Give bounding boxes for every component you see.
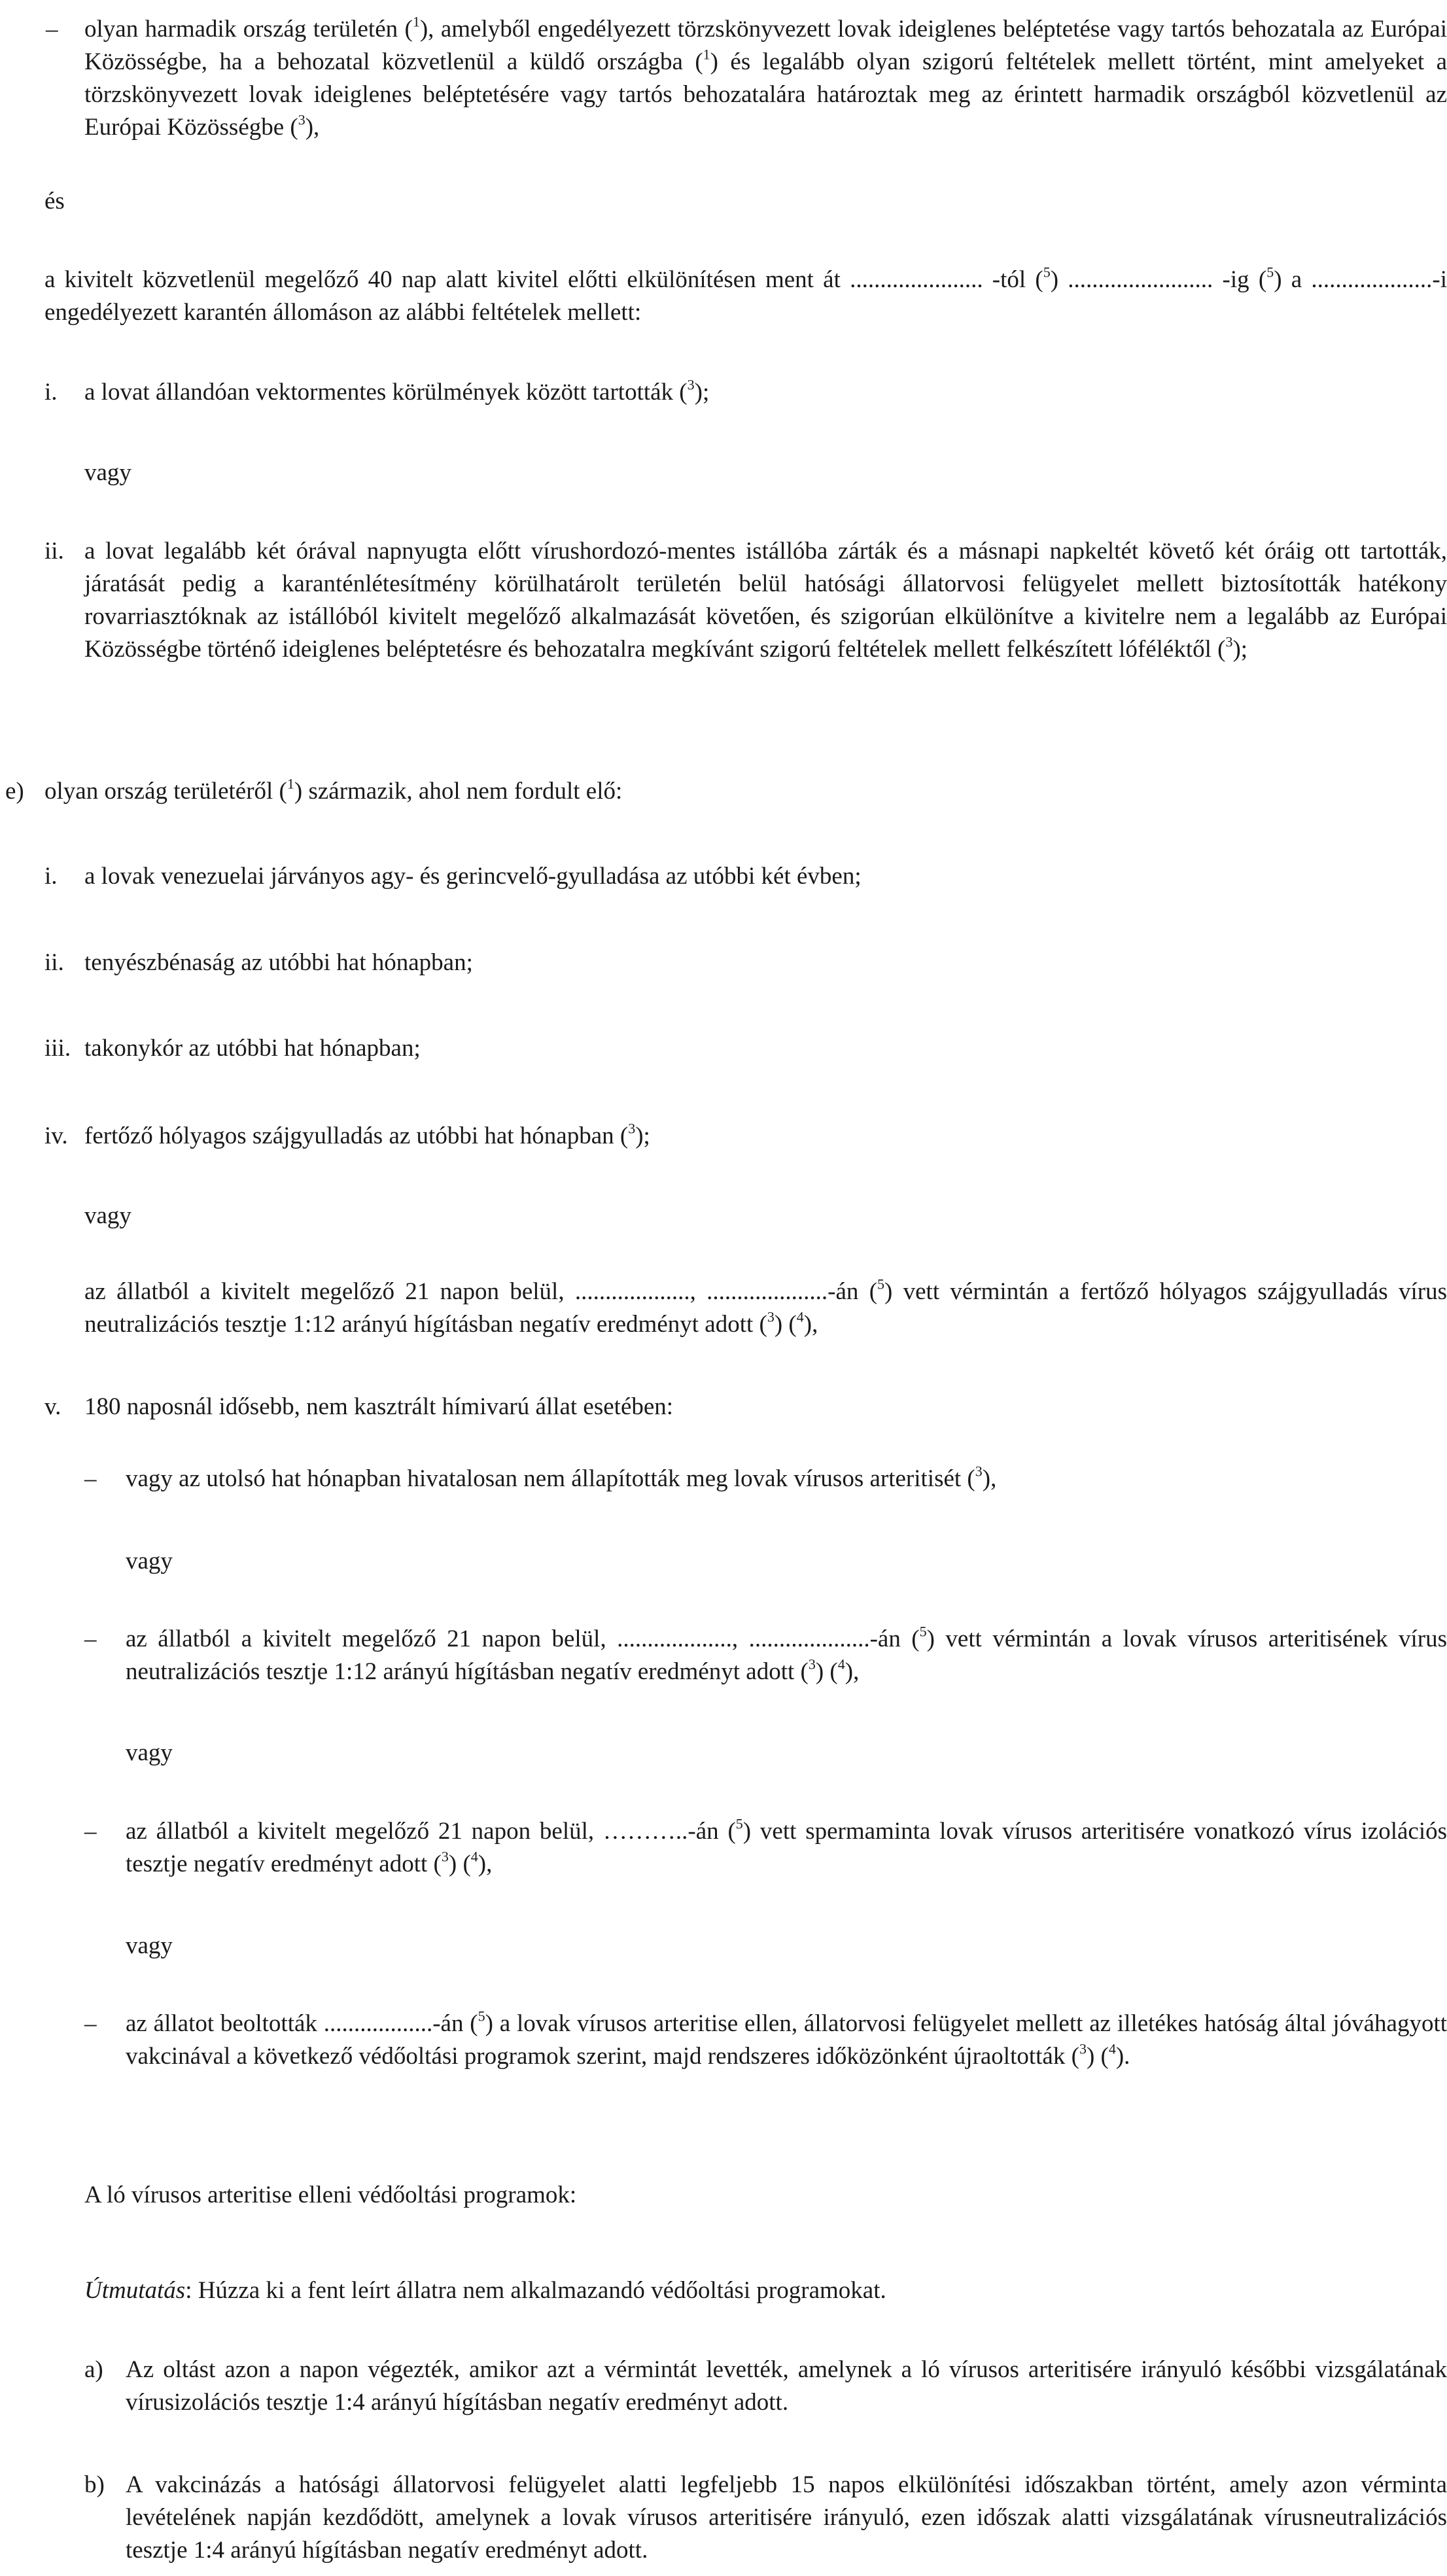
list-marker: ii. xyxy=(44,538,64,565)
vagy-separator: vagy xyxy=(126,1932,173,1959)
list-marker: a) xyxy=(84,2356,103,2383)
list-marker: iv. xyxy=(44,1123,68,1149)
vagy-separator: vagy xyxy=(126,1739,173,1766)
list-marker: iii. xyxy=(44,1035,71,1062)
list-marker: v. xyxy=(44,1393,61,1420)
list-marker: e) xyxy=(5,778,24,805)
dash-marker: – xyxy=(84,1626,97,1652)
dash-marker: – xyxy=(46,16,58,43)
arteritis-condition-3: az állatból a kivitelt megelőző 21 napon belül, ………..-án ($^5$) vett spermaminta lovak vírusos arteritisére vonatkozó vírus izolációs tesztje negatív eredményt adott ($^3$) ($^4$), xyxy=(126,1815,1447,1877)
vagy-separator: vagy xyxy=(84,459,131,486)
quarantine-paragraph: a kivitelt közvetlenül megelőző 40 nap alatt kivitel előtti elkülönítésen ment át ...................... -tól ($^5$) ........................ -ig ($^5$) a ....................-i engedélyezett karantén állomáson az alábbi feltételek mellett: xyxy=(44,264,1447,326)
vagy-separator: vagy xyxy=(126,1548,173,1575)
disease-item-iii: takonykór az utóbbi hat hónapban; xyxy=(84,1035,421,1062)
list-marker: i. xyxy=(44,863,58,890)
quarantine-condition-ii: a lovat legalább két órával napnyugta előtt vírushordozó-mentes istállóba zárták és a másnapi napkeltét követő két óráig ott tartották, járatását pedig a karanténlétesítmény körülhatárolt területén belül hatósági állatorvosi felügyelet mellett biztosították hatékony rovarriasztóknak az istállóból kivitelt megelőző alkalmazását követően, és szigorúan elkülönítve a kivitelre nem a legalább az Európai Közösségbe történő ideiglenes beléptetésre és behozatalra megkívánt szigorú feltételek mellett felkészített lóféléktől ($^3$); xyxy=(84,538,1447,663)
quarantine-condition-i: a lovat állandóan vektormentes körülmények között tartották ($^3$); xyxy=(84,376,710,406)
dash-marker: – xyxy=(84,1465,97,1492)
vaccination-programs-title: A ló vírusos arteritise elleni védőoltási programok: xyxy=(84,2182,577,2208)
vaccination-program-b: A vakcinázás a hatósági állatorvosi felügyelet alatti legfeljebb 15 napos elkülönítési időszakban történt, amely azon vérminta levételének napján kezdődött, amelynek a lovak vírusos arteritisére irányuló, ezen időszak alatti vizsgálatának vírusneutralizációs tesztje 1:4 arányú hígításban negatív eredményt adott. xyxy=(126,2471,1447,2564)
dash-item-text: olyan harmadik ország területén ($^1$), amelyből engedélyezett törzskönyvezett lovak ideiglenes beléptetése vagy tartós behozatala az Európai Közösségbe, ha a behozatal közvetlenül a küldő országba ($^1$) és legalább olyan szigorú feltételek mellett történt, mint amelyeket a törzskönyvezett lovak ideiglenes beléptetésére vagy tartós behozatalára határoztak meg az érintett harmadik országból közvetlenül az Európai Közösségbe ($^3$), xyxy=(84,13,1447,141)
dash-marker: – xyxy=(84,1818,97,1845)
vaccination-program-a: Az oltást azon a napon végezték, amikor azt a vérmintát levették, amelynek a ló vírusos arteritisére irányuló későbbi vizsgálatának vírusizolációs tesztje 1:4 arányú hígításban negatív eredményt adott. xyxy=(126,2356,1447,2416)
arteritis-condition-4: az állatot beoltották ..................-án ($^5$) a lovak vírusos arteritise ellen, állatorvosi felügyelet mellett az illetékes hatóság által jóváhagyott vakcinával a következő védőoltási programok szerint, majd rendszeres időközönként újraoltották ($^3$) ($^4$). xyxy=(126,2008,1447,2070)
disease-item-iv-alternative: az állatból a kivitelt megelőző 21 napon belül, ..................., ....................-án ($^5$) vett vérmintán a fertőző hólyagos szájgyulladás vírus neutralizációs tesztje 1:12 arányú hígításban negatív eredményt adott ($^3$) ($^4$), xyxy=(84,1276,1447,1338)
arteritis-condition-2: az állatból a kivitelt megelőző 21 napon belül, ..................., ....................-án ($^5$) vett vérmintán a lovak vírusos arteritisének vírus neutralizációs tesztje 1:12 arányú hígításban negatív eredményt adott ($^3$) ($^4$), xyxy=(126,1623,1447,1685)
list-marker: i. xyxy=(44,379,58,406)
disease-item-i: a lovak venezuelai járványos agy- és gerincvelő-gyulladása az utóbbi két évben; xyxy=(84,863,862,890)
dash-marker: – xyxy=(84,2010,97,2037)
disease-item-v: 180 naposnál idősebb, nem kasztrált hímivarú állat esetében: xyxy=(84,1393,674,1420)
disease-item-ii: tenyészbénaság az utóbbi hat hónapban; xyxy=(84,949,473,976)
item-e-text: olyan ország területéről ($^1$) származik, ahol nem fordult elő: xyxy=(44,775,623,805)
list-marker: ii. xyxy=(44,949,64,976)
vagy-separator: vagy xyxy=(84,1202,131,1229)
disease-item-iv: fertőző hólyagos szájgyulladás az utóbbi hat hónapban ($^3$); xyxy=(84,1120,650,1149)
arteritis-condition-1: vagy az utolsó hat hónapban hivatalosan nem állapították meg lovak vírusos arteritisét ($^3$), xyxy=(126,1463,997,1492)
es-conjunction: és xyxy=(44,188,65,215)
guidance-label: Útmutatás xyxy=(84,2277,186,2304)
list-marker: b) xyxy=(84,2471,105,2498)
guidance-note: Útmutatás: Húzza ki a fent leírt állatra nem alkalmazandó védőoltási programokat. xyxy=(84,2277,886,2304)
